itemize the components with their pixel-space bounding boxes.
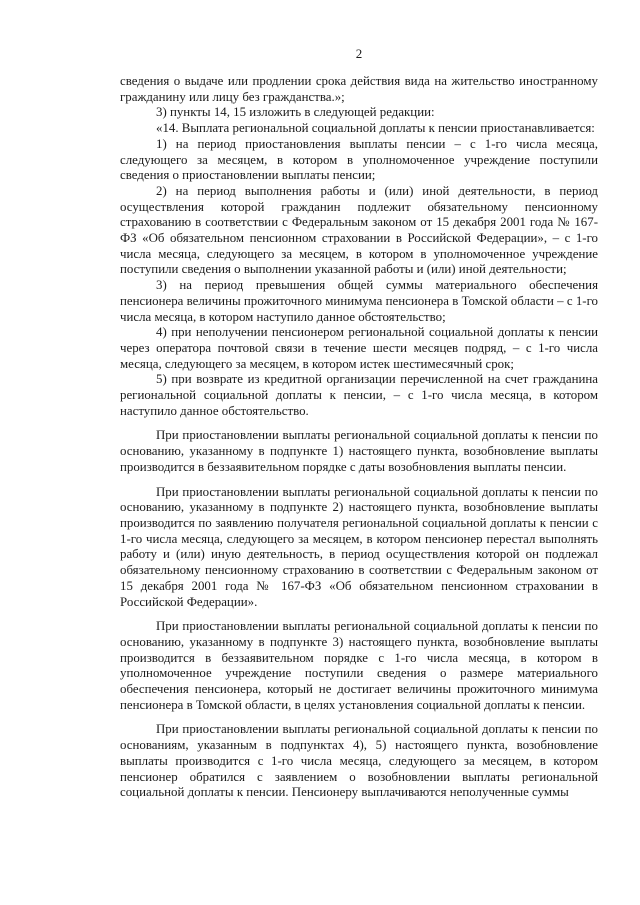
paragraph-subclause-1: 1) на период приостановления выплаты пенсии – с 1-го числа месяца, следующего за месяцем, в котором в уполномоченное учреждение поступили сведения о приостановлении выплаты пенсии;: [120, 136, 598, 183]
paragraph-subclause-5: 5) при возврате из кредитной организации перечисленной на счет гражданина региональной социальной доплаты к пенсии, – с 1-го числа месяца, в котором наступило данное обстоятельство.: [120, 372, 598, 418]
paragraph-subclause-2: 2) на период выполнения работы и (или) иной деятельности, в период осуществления которой гражданин подлежит обязательному пенсионному страхованию в соответствии с Федеральным законом от 15 декабря 2001 года № 167-ФЗ «Об обязательном пенсионном страховании в Российской Федерации», – с 1-го числа месяца, следующего за месяцем, в котором в уполномоченное учреждение поступили сведения о выполнении указанной работы и (или) иной деятельности;: [120, 183, 598, 277]
document-body: [120, 74, 598, 801]
paragraph-subclause-3: 3) на период превышения общей суммы материального обеспечения пенсионера величины прожиточного минимума пенсионера в Томской области – с 1-го числа месяца, в котором наступило данное обстоятельство;: [120, 278, 598, 324]
paragraph-subclause-4: 4) при неполучении пенсионером региональной социальной доплаты к пенсии через оператора почтовой связи в течение шести месяцев подряд, – с 1-го числа месяца, следующего за месяцем, в котором истек шестимесячный срок;: [120, 325, 598, 371]
paragraph-continuation: сведения о выдаче или продлении срока действия вида на жительство иностранному гражданину или лицу без гражданства.»;: [120, 74, 598, 104]
paragraph-amendment-intro: 3) пункты 14, 15 изложить в следующей редакции:: [156, 105, 435, 120]
paragraph-resumption-4-5: При приостановлении выплаты региональной социальной доплаты к пенсии по основаниям, указанным в подпунктах 4), 5) настоящего пункта, возобновление выплаты производится с 1-го числа месяца, следующего за месяцем, в котором пенсионер обратился с заявлением о возобновлении выплаты региональной социальной доплаты к пенсии. Пенсионеру выплачиваются неполученные суммы: [120, 722, 598, 800]
paragraph-resumption-2: При приостановлении выплаты региональной социальной доплаты к пенсии по основанию, указанному в подпункте 2) настоящего пункта, возобновление выплаты производится по заявлению получателя региональной социальной доплаты к пенсии с 1-го числа месяца, следующего за месяцем, в котором пенсионер перестал выполнять работу и (или) иную деятельность, в период осуществления которой он подлежал обязательному пенсионному страхованию в соответствии с Федеральным законом от 15 декабря 2001 года № 167-ФЗ «Об обязательном пенсионном страховании в Российской Федерации».: [120, 484, 598, 609]
paragraph-clause-14-heading: «14. Выплата региональной социальной доплаты к пенсии приостанавливается:: [156, 121, 595, 136]
page-number: 2: [355, 46, 363, 61]
paragraph-resumption-3: При приостановлении выплаты региональной социальной доплаты к пенсии по основанию, указанному в подпункте 3) настоящего пункта, возобновление выплаты производится в беззаявительном порядке с 1-го числа месяца, в котором в уполномоченное учреждение поступили сведения о размере материального обеспечения пенсионера, который не достигает величины прожиточного минимума пенсионера в Томской области, в целях установления социальной доплаты к пенсии.: [120, 619, 598, 712]
paragraph-resumption-1: При приостановлении выплаты региональной социальной доплаты к пенсии по основанию, указанному в подпункте 1) настоящего пункта, возобновление выплаты производится в беззаявительном порядке с даты возобновления выплаты пенсии.: [120, 428, 598, 474]
